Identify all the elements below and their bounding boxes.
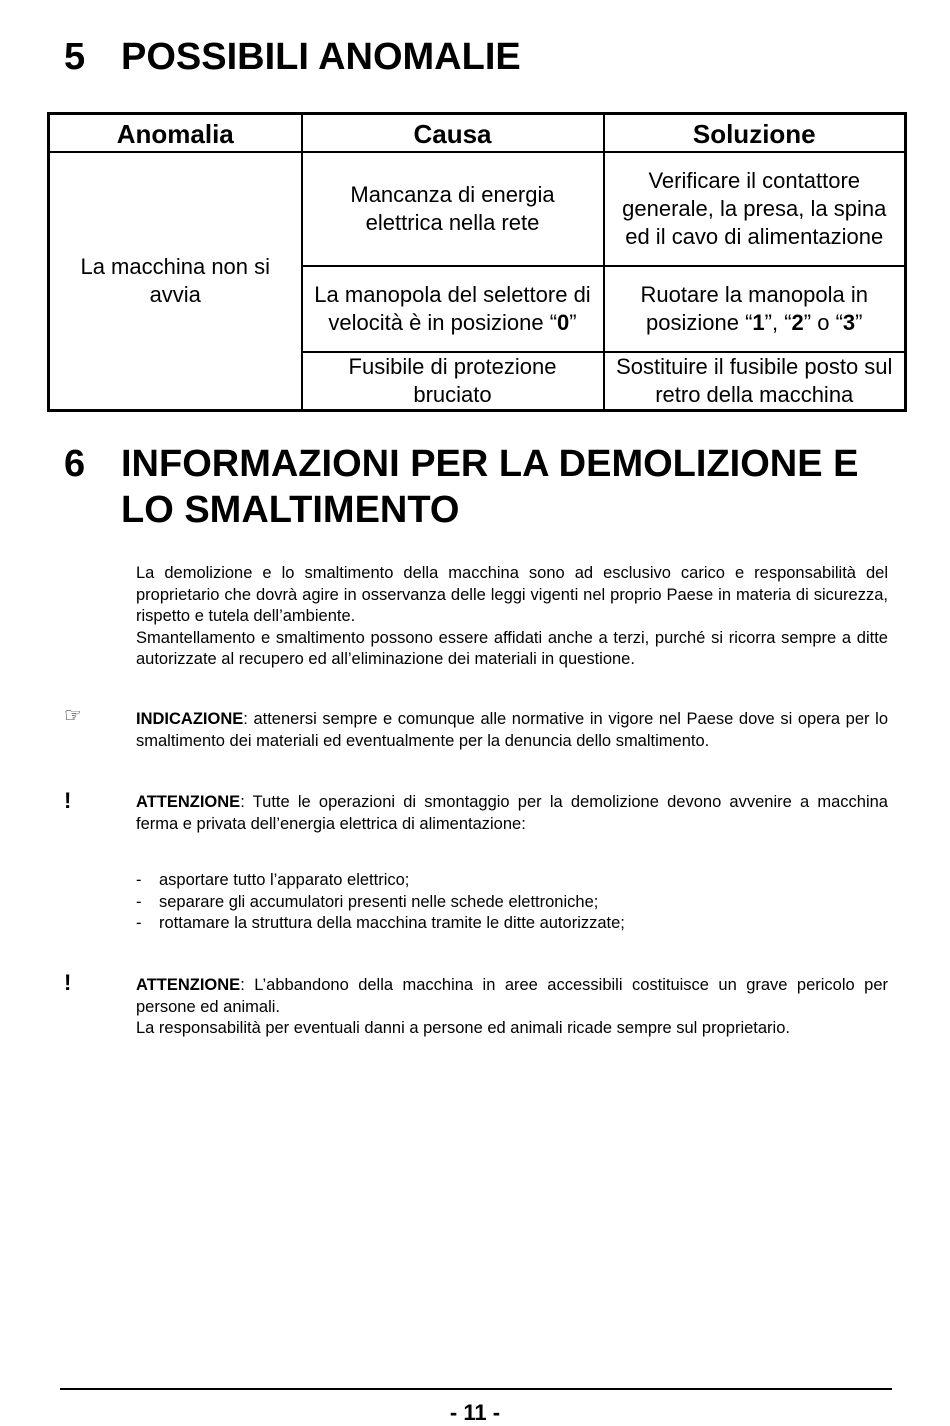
table-header-row	[49, 114, 906, 153]
intro-paragraph-2: Smantellamento e smaltimento possono essere affidati anche a terzi, purché si ricorra sempre a ditte autorizzate al recupero ed all’eliminazione dei materiali in questione.	[136, 628, 888, 668]
cause-cell: La manopola del selettore di velocità è in posizione “0”	[302, 266, 604, 352]
section-6-number: 6	[64, 443, 86, 485]
warning-2	[136, 975, 888, 1040]
solution-cell: Ruotare la manopola in posizione “1”, “2” o “3”	[604, 266, 906, 352]
note-indicazione	[136, 709, 888, 752]
page-number: - 11 -	[449, 1400, 501, 1425]
position-value-1: 1	[752, 310, 765, 335]
solution-or: o	[811, 310, 836, 335]
warning-2-text-2: La responsabilità per eventuali danni a persone ed animali ricade sempre sul proprietario.	[136, 1019, 790, 1037]
list-item: - asportare tutto l’apparato elettrico;	[136, 870, 888, 892]
intro-text	[136, 563, 888, 671]
anomaly-cell: La macchina non si avvia	[49, 152, 302, 411]
list-item: - separare gli accumulatori presenti nelle schede elettroniche;	[136, 892, 888, 914]
header-anomalia: Anomalia	[49, 114, 302, 153]
section-6-heading-line2: LO SMALTIMENTO	[121, 489, 460, 531]
cause-position-value: 0	[557, 310, 570, 335]
section-6-title	[64, 441, 858, 533]
exclamation-icon: !	[64, 970, 72, 995]
table-row	[49, 152, 906, 266]
section-5-number: 5	[64, 36, 86, 78]
warning-1	[136, 792, 888, 835]
section-5-title	[64, 34, 521, 80]
cause-text: La manopola del selettore di velocità è in posizione	[314, 282, 591, 335]
note-text: : attenersi sempre e comunque alle normative in vigore nel Paese dove si opera per lo smaltimento dei materiali ed eventualmente per la denuncia dello smaltimento.	[136, 710, 888, 750]
header-causa: Causa	[302, 114, 604, 153]
warning-2-label: ATTENZIONE	[136, 976, 241, 994]
exclamation-icon: !	[64, 788, 72, 813]
solution-cell: Sostituire il fusibile posto sul retro della macchina	[604, 352, 906, 411]
footer-divider	[60, 1388, 892, 1390]
section-6-heading-line1: INFORMAZIONI PER LA DEMOLIZIONE E	[121, 443, 859, 485]
cause-cell: Fusibile di protezione bruciato	[302, 352, 604, 411]
cause-cell: Mancanza di energia elettrica nella rete	[302, 152, 604, 266]
position-value-2: 2	[791, 310, 804, 335]
solution-cell: Verificare il contattore generale, la presa, la spina ed il cavo di alimentazione	[604, 152, 906, 266]
warning-1-label: ATTENZIONE	[136, 793, 241, 811]
list-item: - rottamare la struttura della macchina tramite le ditte autorizzate;	[136, 913, 888, 935]
position-value-3: 3	[842, 310, 856, 335]
intro-paragraph-1: La demolizione e lo smaltimento della macchina sono ad esclusivo carico e responsabilità del proprietario che dovrà agire in osservanza delle leggi vigenti nel proprio Paese in materia di sicurezza, rispetto e tutela dell’ambiente.	[136, 564, 888, 625]
note-label: INDICAZIONE	[136, 710, 244, 728]
section-5-heading: POSSIBILI ANOMALIE	[121, 36, 521, 78]
header-soluzione: Soluzione	[604, 114, 906, 153]
anomalies-table	[47, 112, 907, 412]
pointing-hand-icon: ☞	[64, 705, 82, 727]
warning-2-text: : L’abbandono della macchina in aree accessibili costituisce un grave pericolo per persone ed animali.	[136, 976, 888, 1016]
solution-text: Ruotare la manopola in posizione	[640, 282, 868, 335]
warning-1-text: : Tutte le operazioni di smontaggio per la demolizione devono avvenire a macchina ferma e privata dell’energia elettrica di alimentazione:	[136, 793, 888, 833]
dismantling-steps	[136, 870, 888, 935]
